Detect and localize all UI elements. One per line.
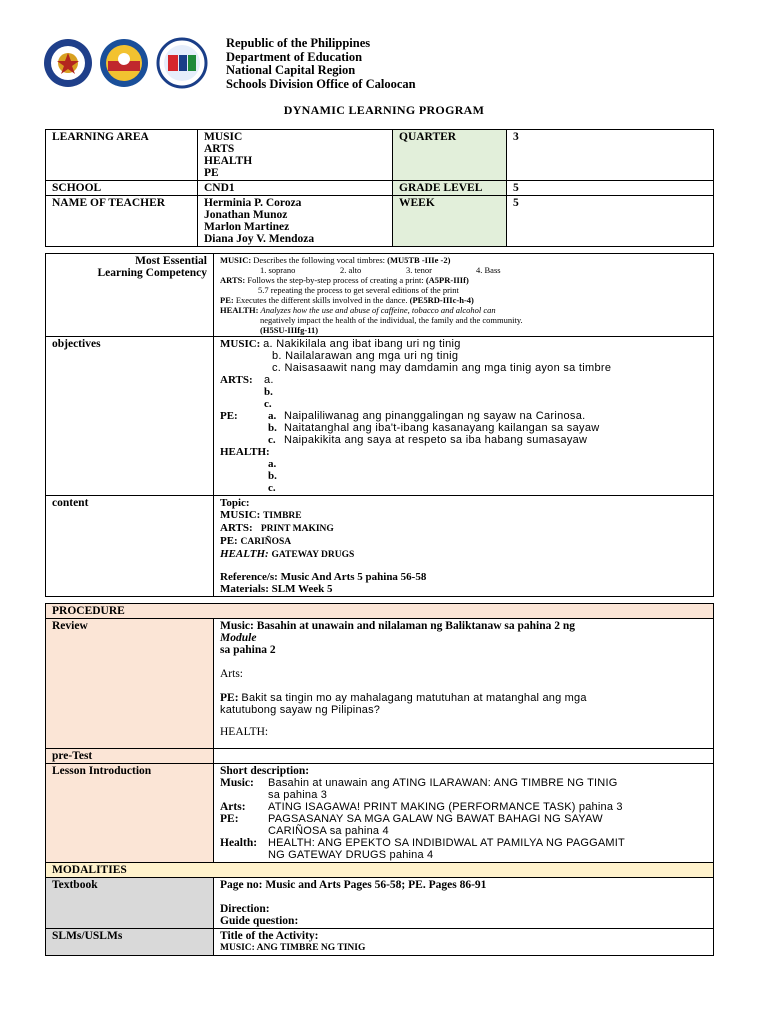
obj-music-item: a. Nakikilala ang ibat ibang uri ng tinig [263, 338, 461, 350]
mec-arts-label: ARTS: [220, 275, 246, 285]
mec-health-label: HEALTH: [220, 305, 259, 315]
slm-music-activity: MUSIC: ANG TIMBRE NG TINIG [220, 943, 366, 953]
content-label: content [46, 496, 214, 597]
logo-group [42, 37, 212, 89]
objectives-label: objectives [46, 337, 214, 496]
obj-arts-item: c. [264, 398, 272, 410]
teacher-names [198, 196, 393, 247]
obj-pe-item: Naipakikita ang saya at respeto sa iba habang sumasayaw [284, 434, 588, 446]
week-value: 5 [507, 196, 714, 247]
deped-seal-logo [44, 39, 92, 87]
mec-label [46, 254, 214, 337]
week-label: WEEK [393, 196, 507, 247]
area-item: PE [204, 167, 219, 179]
program-title: DYNAMIC LEARNING PROGRAM [283, 103, 485, 117]
intro-health-text: HEALTH: ANG EPEKTO SA INDIBIDWAL AT PAMILYA NG PAGGAMIT [268, 837, 625, 849]
intro-music-text: Basahin at unawain ang ATING ILARAWAN: ANG TIMBRE NG TINIG [268, 777, 618, 789]
obj-arts-item: b. [264, 386, 273, 398]
area-item: HEALTH [204, 155, 253, 167]
quarter-value: 3 [507, 130, 714, 181]
procedure-heading: PROCEDURE [46, 604, 714, 619]
teacher-name: Marlon Martinez [204, 221, 290, 233]
review-pe-label: PE: [220, 692, 239, 704]
textbook-content [214, 878, 714, 929]
mec-pe-label: PE: [220, 295, 234, 305]
school-value: CND1 [198, 181, 393, 196]
obj-music-label: MUSIC: [220, 338, 261, 350]
header-line: Department of Education [226, 49, 363, 64]
competency-table [45, 253, 714, 597]
intro-short: Short description: [220, 765, 310, 777]
mec-music-code: (MU5TB -IIIe -2) [387, 255, 451, 265]
mec-pe-code: (PE5RD-IIIc-h-4) [409, 295, 474, 305]
review-health: HEALTH: [220, 726, 269, 738]
mec-content [214, 254, 714, 337]
intro-pe-label: PE: [220, 813, 239, 825]
slm-content [214, 929, 714, 956]
obj-pe-letter: a. [268, 410, 277, 422]
caloocan-division-logo [100, 39, 148, 87]
header-line: Schools Division Office of Caloocan [226, 76, 416, 91]
obj-arts-label: ARTS: [220, 374, 253, 386]
intro-arts-text: ATING ISAGAWA! PRINT MAKING (PERFORMANCE TASK) pahina 3 [268, 801, 623, 813]
teacher-name: Herminia P. Coroza [204, 197, 302, 209]
textbook-direction: Direction: [220, 903, 270, 915]
review-content [214, 619, 714, 749]
review-music-text: sa pahina 2 [220, 644, 276, 656]
timbre-item: 1. soprano [260, 265, 296, 275]
obj-pe-label: PE: [220, 410, 238, 422]
mec-pe-text: Executes the different skills involved in the dance. [235, 295, 408, 305]
slm-label: SLMs/USLMs [46, 929, 214, 956]
content-arts-value: PRINT MAKING [260, 524, 334, 534]
timbre-item: 2. alto [340, 265, 362, 275]
intro-music-label: Music: [220, 777, 254, 789]
area-item: MUSIC [204, 131, 243, 143]
pretest-label: pre-Test [46, 749, 214, 764]
objectives-content [214, 337, 714, 496]
slm-activity-title: Title of the Activity: [220, 930, 319, 942]
content-health-value: GATEWAY DRUGS [271, 550, 355, 560]
mec-health-code: (H5SU-IIIfg-11) [260, 325, 319, 335]
obj-health-item: b. [268, 470, 277, 482]
review-pe-text: katutubong sayaw ng Pilipinas? [220, 704, 381, 716]
obj-health-item: c. [268, 482, 276, 494]
intro-health-label: Health: [220, 837, 258, 849]
review-music-text: Music: Basahin at unawain and nilalaman ng Baliktanaw sa pahina 2 ng [220, 620, 576, 632]
intro-pe-text: CARIÑOSA sa pahina 4 [268, 825, 389, 837]
obj-pe-letter: b. [268, 422, 277, 434]
teacher-label: NAME OF TEACHER [46, 196, 198, 247]
pretest-content [214, 749, 714, 764]
obj-music-item: b. Nailalarawan ang mga uri ng tinig [272, 350, 459, 362]
textbook-label: Textbook [46, 878, 214, 929]
timbre-item: 3. tenor [406, 265, 432, 275]
mec-health-text: Analyzes how the use and abuse of caffeine, tobacco and alcohol can [260, 305, 496, 315]
intro-health-text: NG GATEWAY DRUGS pahina 4 [268, 849, 434, 861]
content-pe-value: CARIÑOSA [240, 537, 292, 547]
mec-arts-text: Follows the step-by-step process of creating a print: [247, 275, 424, 285]
review-arts: Arts: [220, 668, 243, 680]
grade-level-label: GRADE LEVEL [393, 181, 507, 196]
school-label: SCHOOL [46, 181, 198, 196]
mec-music-text: Describes the following vocal timbres: [253, 255, 386, 265]
quarter-label: QUARTER [393, 130, 507, 181]
intro-music-text: sa pahina 3 [268, 789, 328, 801]
procedure-table [45, 603, 714, 956]
content-arts-label: ARTS: [220, 522, 253, 534]
content-pe-label: PE: [220, 535, 238, 547]
topic-label: Topic: [220, 497, 250, 509]
obj-pe-item: Naitatanghal ang iba't-ibang kasanayang kailangan sa sayaw [284, 422, 600, 434]
content-music-value: TIMBRE [263, 511, 302, 521]
intro-pe-text: PAGSASANAY SA MGA GALAW NG BAWAT BAHAGI NG SAYAW [268, 813, 603, 825]
area-item: ARTS [204, 143, 235, 155]
textbook-guide-question: Guide question: [220, 915, 299, 927]
learning-area-label: LEARNING AREA [46, 130, 198, 181]
content-reference: Reference/s: Music And Arts 5 pahina 56-58 [220, 571, 427, 583]
mec-health-text-2: negatively impact the health of the individual, the family and the community. [260, 315, 523, 325]
header-line: National Capital Region [226, 63, 356, 77]
intro-arts-label: Arts: [220, 801, 246, 813]
mec-label-line: Most Essential [135, 255, 207, 267]
sdo-cao-logo [158, 39, 206, 87]
teacher-name: Diana Joy V. Mendoza [204, 233, 315, 245]
obj-pe-letter: c. [268, 434, 276, 446]
content-music-label: MUSIC: [220, 509, 261, 521]
deped-logos [42, 37, 212, 89]
textbook-pages: Page no: Music and Arts Pages 56-58; PE. Pages 86-91 [220, 879, 487, 891]
mec-music-label: MUSIC: [220, 255, 252, 265]
mec-label-line: Learning Competency [97, 267, 207, 279]
modalities-heading: MODALITIES [46, 863, 714, 878]
lesson-intro-content [214, 764, 714, 863]
timbre-item: 4. Bass [476, 265, 501, 275]
teacher-name: Jonathan Munoz [204, 209, 288, 221]
review-music-text: Module [220, 632, 257, 644]
grade-level-value: 5 [507, 181, 714, 196]
review-pe-text: Bakit sa tingin mo ay mahalagang matutuhan at matanghal ang mga [241, 692, 587, 704]
agency-header [226, 37, 416, 91]
obj-pe-item: Naipaliliwanag ang pinanggalingan ng sayaw na Carinosa. [284, 410, 586, 422]
obj-health-item: a. [268, 458, 277, 470]
content-materials: Materials: SLM Week 5 [220, 583, 333, 595]
content-health-label: HEALTH: [220, 548, 269, 560]
lesson-intro-label: Lesson Introduction [46, 764, 214, 863]
header-line: Republic of the Philippines [226, 36, 371, 50]
mec-arts-code: (A5PR-IIIf) [425, 275, 469, 285]
obj-music-item: c. Naisasaawit nang may damdamin ang mga tinig ayon sa timbre [272, 362, 612, 374]
obj-arts-item: a. [264, 374, 274, 386]
learning-area-values [198, 130, 393, 181]
obj-health-label: HEALTH: [220, 446, 270, 458]
mec-arts-sub: 5.7 repeating the process to get several editions of the print [258, 285, 459, 295]
review-label: Review [46, 619, 214, 749]
content-body [214, 496, 714, 597]
info-table [45, 129, 714, 247]
